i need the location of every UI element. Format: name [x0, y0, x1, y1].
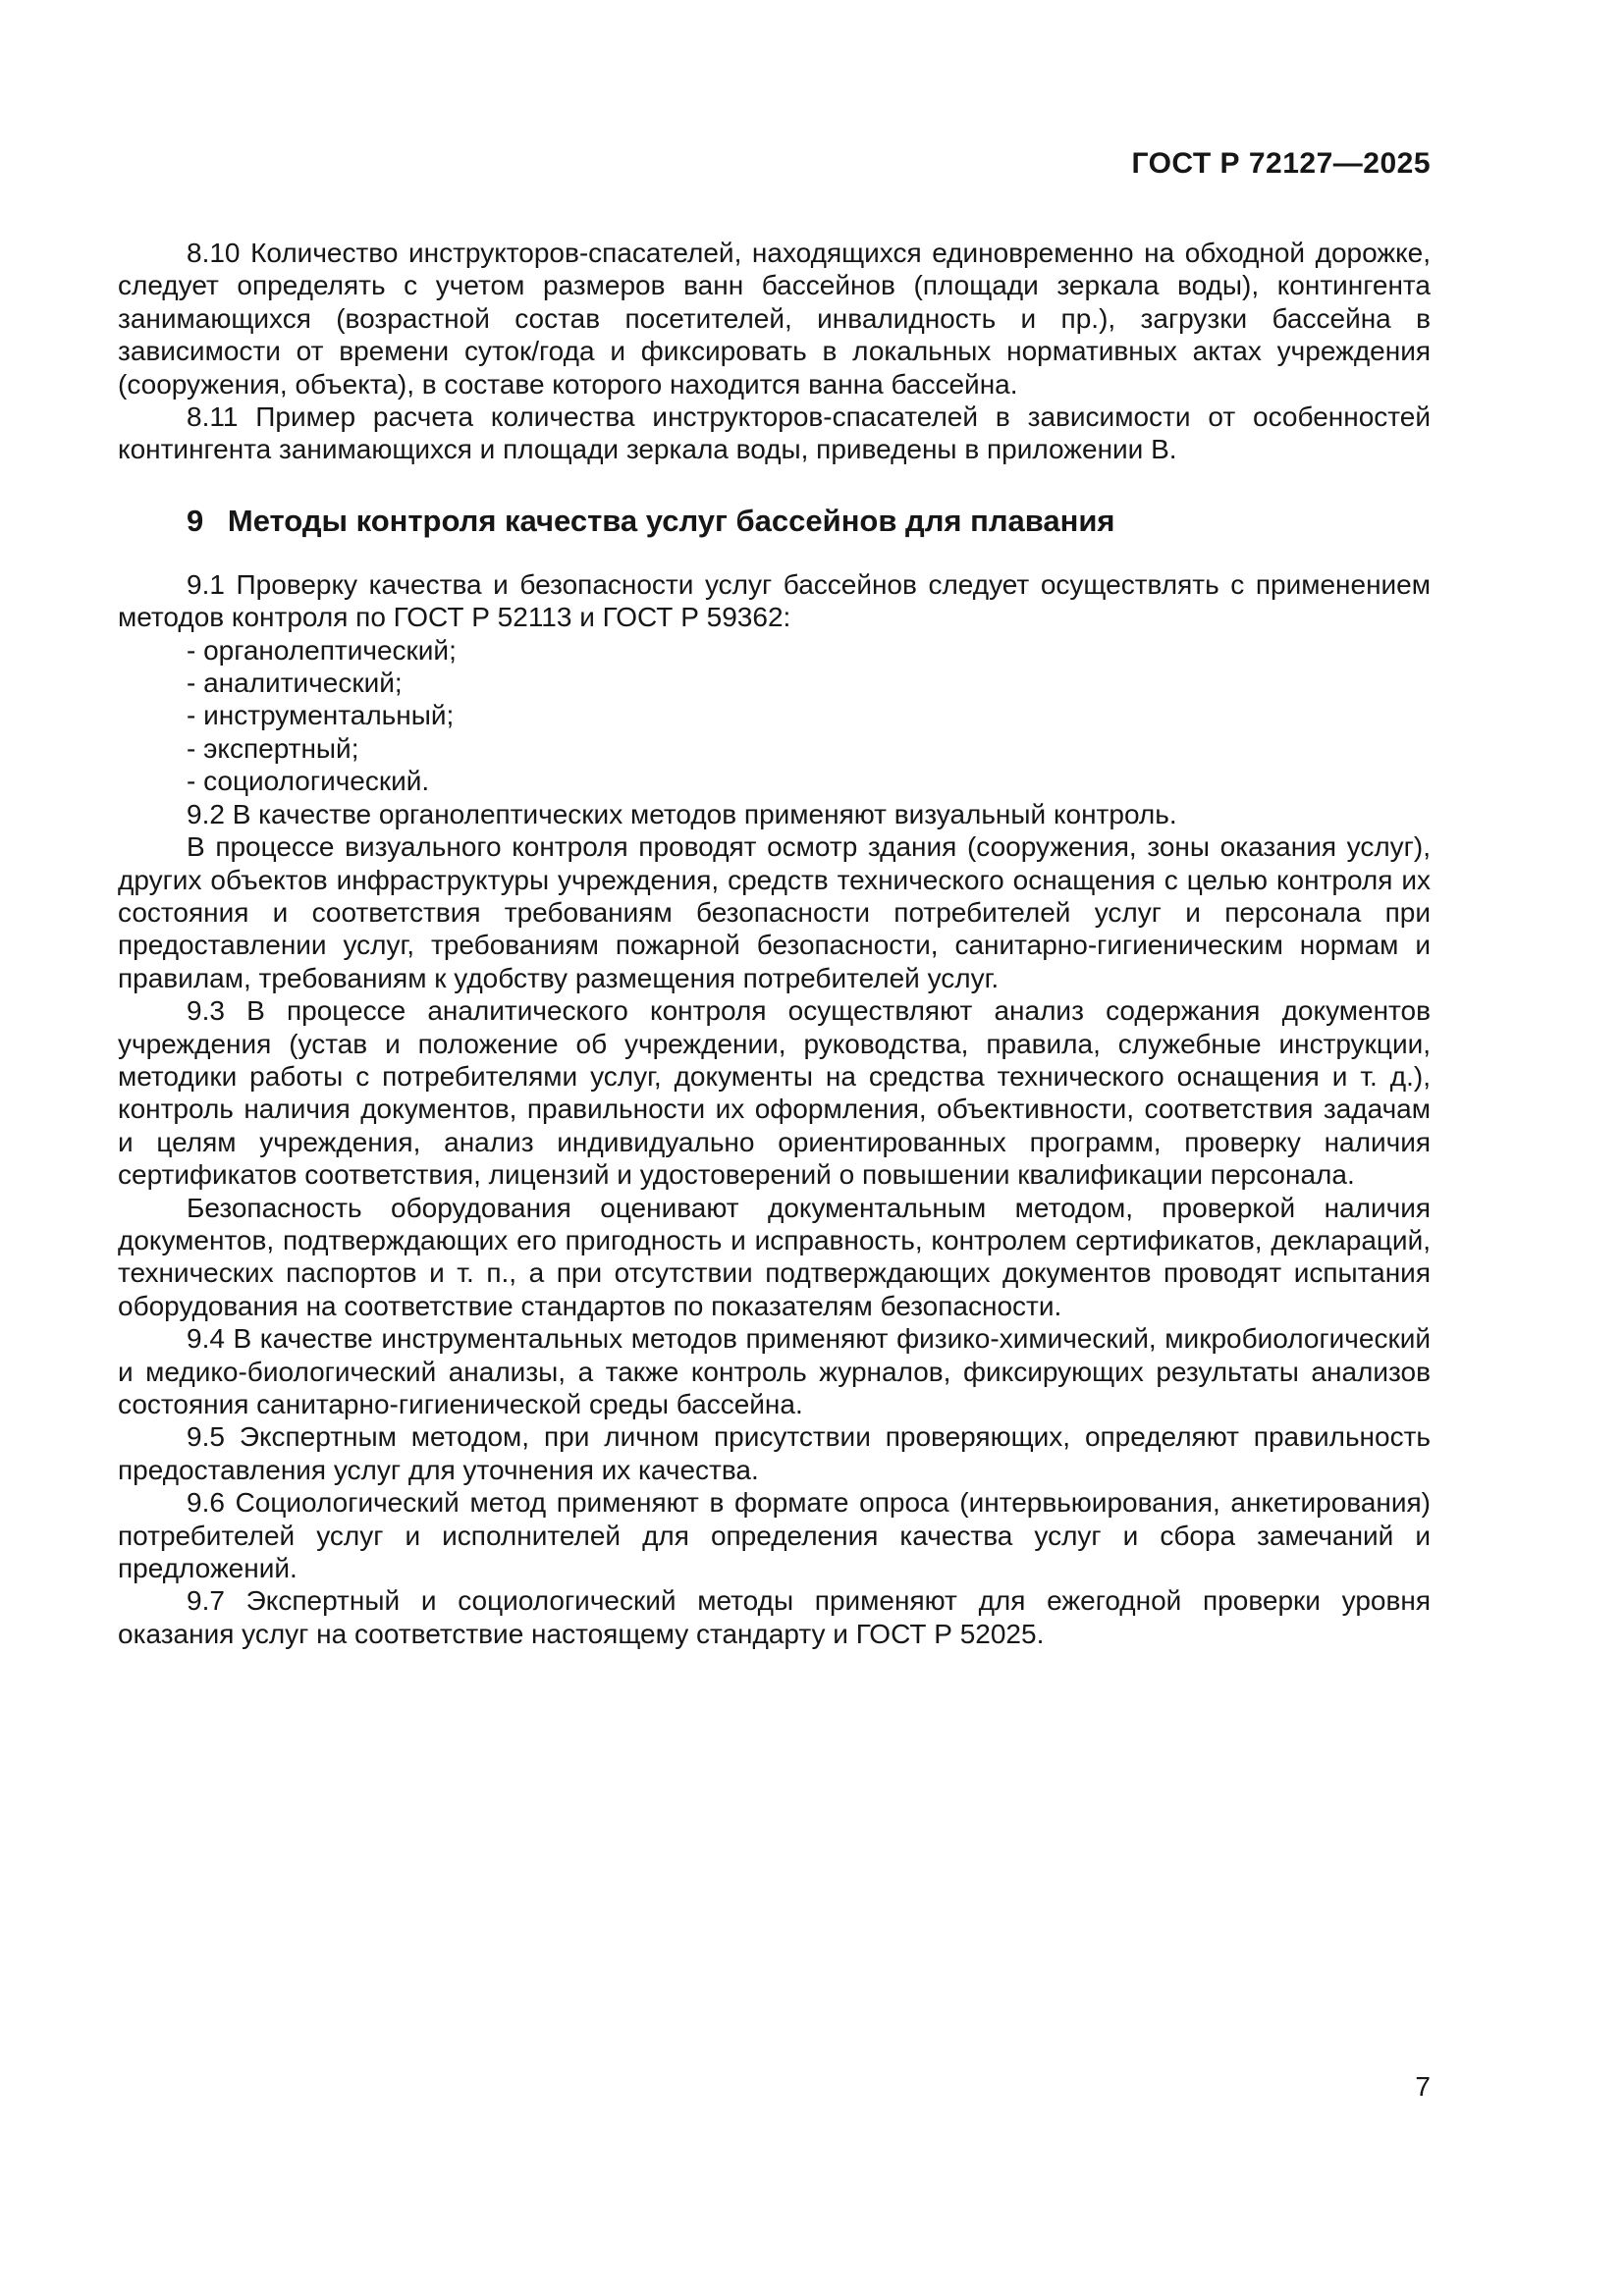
document-header [118, 147, 1431, 181]
method-list-item-organoleptic: - органолептический; [187, 634, 457, 666]
document-body [118, 237, 1431, 1650]
method-list-item-analytical: - аналитический; [187, 667, 403, 699]
section-9-number: 9 [187, 503, 204, 538]
page-number: 7 [1415, 2071, 1431, 2102]
paragraph-9-3: 9.3 В процессе аналитического контроля осуществляют анализ содержания документов учреждения (устав и положение об учреждении, руководства, правила, служебные инструкции, методики работы с потребителями услуг, документы на средства технического оснащения и т. д.), контроль наличия документов, правильности их оформления, объективности, соответствия задачам и целям учреждения, анализ индивидуально ориентированных программ, проверку наличия сертификатов соответствия, лицензий и удостоверений о повышении квалификации персонала. [118, 995, 1431, 1191]
paragraph-9-6: 9.6 Социологический метод применяют в формате опроса (интервьюирования, анкетирования) потребителей услуг и исполнителей для определения качества услуг и сбора замечаний и предложений. [118, 1487, 1431, 1584]
paragraph-9-2: 9.2 В качестве органолептических методов применяют визуальный контроль. [187, 798, 1177, 829]
paragraph-9-5: 9.5 Экспертным методом, при личном присутствии проверяющих, определяют правильность предоставления услуг для уточнения их качества. [118, 1421, 1431, 1485]
section-9-title: Методы контроля качества услуг бассейнов для плавания [227, 503, 1115, 538]
paragraph-9-7: 9.7 Экспертный и социологический методы применяют для ежегодной проверки уровня оказания услуг на соответствие настоящему стандарту и ГОСТ Р 52025. [118, 1585, 1431, 1649]
paragraph-9-4: 9.4 В качестве инструментальных методов применяют физико-химический, микробиологический и медико-биологический анализы, а также контроль журналов, фиксирующих результаты анализов состояния санитарно-гигиенической среды бассейна. [118, 1323, 1431, 1419]
section-9-heading [118, 503, 1431, 540]
method-list-item-instrumental: - инструментальный; [187, 700, 455, 731]
paragraph-8-11: 8.11 Пример расчета количества инструкторов-спасателей в зависимости от особенностей контингента занимающихся и площади зеркала воды, приведены в приложении В. [118, 401, 1431, 465]
standard-number: ГОСТ Р 72127—2025 [1131, 147, 1431, 180]
paragraph-9-2-detail: В процессе визуального контроля проводят осмотр здания (сооружения, зоны оказания услуг), других объектов инфраструктуры учреждения, средств технического оснащения с целью контроля их состояния и соответствия требованиям безопасности потребителей услуг и персонала при предоставлении услуг, требованиям пожарной безопасности, санитарно-гигиеническим нормам и правилам, требованиям к удобству размещения потребителей услуг. [118, 831, 1431, 993]
method-list-item-sociological: - социологический. [187, 766, 430, 797]
method-list-item-expert: - экспертный; [187, 732, 359, 764]
paragraph-9-3-detail: Безопасность оборудования оценивают документальным методом, проверкой наличия документов, подтверждающих его пригодность и исправность, контролем сертификатов, деклараций, технических паспортов и т. п., а при отсутствии подтверждающих документов проводят испытания оборудования на соответствие стандартов по показателям безопасности. [118, 1192, 1431, 1321]
paragraph-8-10: 8.10 Количество инструкторов-спасателей, находящихся единовременно на обходной дорожке, следует определять с учетом размеров ванн бассейнов (площади зеркала воды), контингента занимающихся (возрастной состав посетителей, инвалидность и пр.), загрузки бассейна в зависимости от времени суток/года и фиксировать в локальных нормативных актах учреждения (сооружения, объекта), в составе которого находится ванна бассейна. [118, 238, 1431, 400]
paragraph-9-1: 9.1 Проверку качества и безопасности услуг бассейнов следует осуществлять с применением методов контроля по ГОСТ Р 52113 и ГОСТ Р 59362: [118, 568, 1431, 633]
